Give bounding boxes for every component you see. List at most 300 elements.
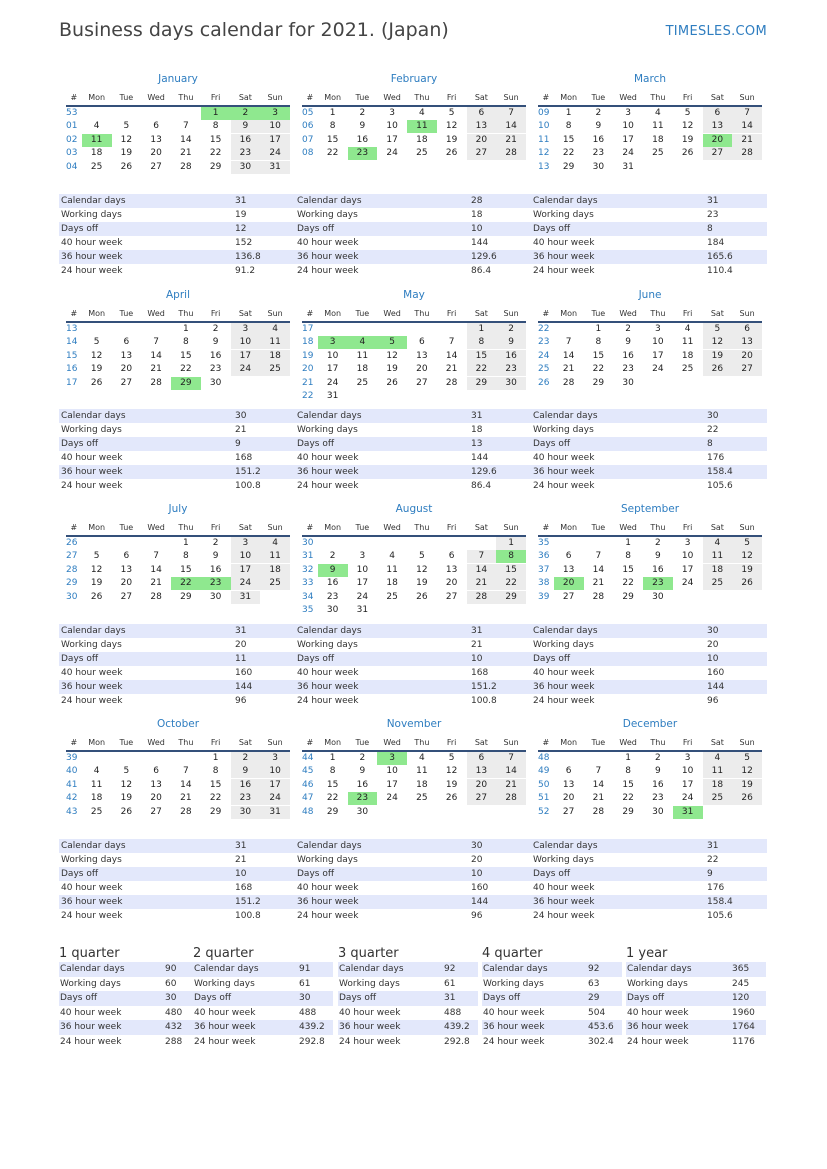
day-cell[interactable]: 16 xyxy=(231,779,261,792)
day-cell[interactable]: 1 xyxy=(496,537,526,550)
day-cell[interactable]: 8 xyxy=(625,766,631,777)
day-cell[interactable]: 19 xyxy=(90,578,103,589)
day-cell[interactable]: 17 xyxy=(326,364,339,375)
day-cell[interactable]: 18 xyxy=(681,350,694,361)
day-cell[interactable]: 27 xyxy=(703,147,733,160)
day-cell[interactable]: 1 xyxy=(201,107,231,120)
day-cell[interactable]: 18 xyxy=(386,578,398,589)
day-cell[interactable]: 31 xyxy=(673,806,703,819)
day-cell[interactable]: 21 xyxy=(467,577,497,590)
day-cell[interactable]: 21 xyxy=(732,134,762,147)
day-cell[interactable]: 7 xyxy=(153,337,159,348)
day-cell[interactable]: 28 xyxy=(592,591,605,602)
day-cell[interactable]: 2 xyxy=(595,107,602,118)
day-cell[interactable]: 16 xyxy=(622,350,634,361)
day-cell[interactable]: 9 xyxy=(231,765,261,778)
day-cell[interactable]: 15 xyxy=(326,134,339,145)
day-cell[interactable]: 20 xyxy=(150,148,162,159)
day-cell[interactable]: 28 xyxy=(445,377,458,388)
day-cell[interactable]: 6 xyxy=(732,323,762,336)
day-cell[interactable]: 14 xyxy=(496,765,526,778)
day-cell[interactable]: 21 xyxy=(150,578,162,589)
day-cell[interactable]: 28 xyxy=(150,377,162,388)
day-cell[interactable]: 25 xyxy=(90,161,103,172)
day-cell[interactable]: 15 xyxy=(180,564,192,575)
day-cell[interactable]: 4 xyxy=(348,336,378,349)
day-cell[interactable]: 27 xyxy=(416,377,428,388)
day-cell[interactable]: 21 xyxy=(496,779,526,792)
day-cell[interactable]: 13 xyxy=(467,120,497,133)
day-cell[interactable]: 21 xyxy=(180,793,192,804)
day-cell[interactable]: 23 xyxy=(652,793,664,804)
day-cell[interactable]: 7 xyxy=(732,107,762,120)
day-cell[interactable]: 5 xyxy=(448,107,455,118)
day-cell[interactable]: 5 xyxy=(684,107,691,118)
day-cell[interactable]: 8 xyxy=(183,337,189,348)
day-cell[interactable]: 12 xyxy=(90,564,103,575)
day-cell[interactable]: 20 xyxy=(703,134,733,147)
day-cell[interactable]: 25 xyxy=(260,577,290,590)
day-cell[interactable]: 30 xyxy=(356,806,369,817)
day-cell[interactable]: 10 xyxy=(231,550,261,563)
day-cell[interactable]: 14 xyxy=(732,120,762,133)
day-cell[interactable]: 11 xyxy=(356,350,369,361)
day-cell[interactable]: 5 xyxy=(123,766,130,777)
day-cell[interactable]: 1 xyxy=(329,752,336,763)
day-cell[interactable]: 25 xyxy=(703,577,733,590)
day-cell[interactable]: 27 xyxy=(562,806,575,817)
day-cell[interactable]: 30 xyxy=(326,605,339,616)
day-cell[interactable]: 27 xyxy=(120,591,133,602)
day-cell[interactable]: 8 xyxy=(212,766,219,777)
day-cell[interactable]: 8 xyxy=(329,766,336,777)
day-cell[interactable]: 14 xyxy=(562,350,575,361)
day-cell[interactable]: 26 xyxy=(681,148,694,159)
day-cell[interactable]: 20 xyxy=(562,793,575,804)
day-cell[interactable]: 8 xyxy=(467,336,497,349)
day-cell[interactable]: 15 xyxy=(209,134,222,145)
day-cell[interactable]: 9 xyxy=(655,766,661,777)
day-cell[interactable]: 7 xyxy=(183,766,189,777)
day-cell[interactable]: 14 xyxy=(180,134,192,145)
day-cell[interactable]: 28 xyxy=(562,377,575,388)
day-cell[interactable]: 5 xyxy=(703,323,733,336)
day-cell[interactable]: 7 xyxy=(595,766,602,777)
day-cell[interactable]: 31 xyxy=(622,161,634,172)
day-cell[interactable]: 24 xyxy=(260,792,290,805)
day-cell[interactable]: 7 xyxy=(496,107,526,120)
day-cell[interactable]: 19 xyxy=(90,364,103,375)
day-cell[interactable]: 26 xyxy=(386,377,398,388)
day-cell[interactable]: 26 xyxy=(703,363,733,376)
day-cell[interactable]: 26 xyxy=(445,148,458,159)
day-cell[interactable]: 10 xyxy=(260,120,290,133)
day-cell[interactable]: 16 xyxy=(652,779,664,790)
day-cell[interactable]: 8 xyxy=(212,121,219,132)
day-cell[interactable]: 26 xyxy=(120,161,133,172)
day-cell[interactable]: 29 xyxy=(592,377,605,388)
day-cell[interactable]: 10 xyxy=(260,765,290,778)
day-cell[interactable]: 1 xyxy=(183,537,189,548)
day-cell[interactable]: 27 xyxy=(562,591,575,602)
day-cell[interactable]: 23 xyxy=(348,147,378,160)
day-cell[interactable]: 27 xyxy=(445,591,458,602)
day-cell[interactable]: 2 xyxy=(231,107,261,120)
day-cell[interactable]: 22 xyxy=(592,364,605,375)
day-cell[interactable]: 11 xyxy=(681,337,694,348)
day-cell[interactable]: 15 xyxy=(496,564,526,577)
day-cell[interactable]: 15 xyxy=(180,350,192,361)
day-cell[interactable]: 30 xyxy=(231,161,261,174)
day-cell[interactable]: 9 xyxy=(359,766,366,777)
day-cell[interactable]: 16 xyxy=(231,134,261,147)
day-cell[interactable]: 6 xyxy=(123,551,130,562)
day-cell[interactable]: 24 xyxy=(681,793,694,804)
day-cell[interactable]: 1 xyxy=(625,537,631,548)
day-cell[interactable]: 10 xyxy=(231,336,261,349)
day-cell[interactable]: 25 xyxy=(356,377,369,388)
day-cell[interactable]: 16 xyxy=(209,564,222,575)
day-cell[interactable]: 14 xyxy=(592,779,605,790)
day-cell[interactable]: 22 xyxy=(180,364,192,375)
day-cell[interactable]: 13 xyxy=(703,120,733,133)
day-cell[interactable]: 12 xyxy=(416,564,428,575)
day-cell[interactable]: 14 xyxy=(592,564,605,575)
day-cell[interactable]: 28 xyxy=(496,147,526,160)
day-cell[interactable]: 15 xyxy=(326,779,339,790)
day-cell[interactable]: 30 xyxy=(496,377,526,390)
day-cell[interactable]: 16 xyxy=(209,350,222,361)
day-cell[interactable]: 20 xyxy=(732,350,762,363)
day-cell[interactable]: 12 xyxy=(386,350,398,361)
day-cell[interactable]: 1 xyxy=(565,107,572,118)
day-cell[interactable]: 21 xyxy=(592,793,605,804)
day-cell[interactable]: 8 xyxy=(496,550,526,563)
day-cell[interactable]: 6 xyxy=(448,551,455,562)
day-cell[interactable]: 22 xyxy=(171,577,201,590)
day-cell[interactable]: 22 xyxy=(326,148,339,159)
day-cell[interactable]: 29 xyxy=(467,377,497,390)
day-cell[interactable]: 13 xyxy=(732,336,762,349)
day-cell[interactable]: 25 xyxy=(681,364,694,375)
day-cell[interactable]: 30 xyxy=(209,591,222,602)
day-cell[interactable]: 18 xyxy=(260,564,290,577)
day-cell[interactable]: 31 xyxy=(326,391,339,402)
day-cell[interactable]: 25 xyxy=(386,591,398,602)
day-cell[interactable]: 13 xyxy=(120,350,133,361)
day-cell[interactable]: 5 xyxy=(732,752,762,765)
day-cell[interactable]: 4 xyxy=(684,323,691,334)
day-cell[interactable]: 13 xyxy=(445,564,458,575)
day-cell[interactable]: 24 xyxy=(231,577,261,590)
day-cell[interactable]: 23 xyxy=(231,792,261,805)
day-cell[interactable]: 30 xyxy=(652,591,664,602)
day-cell[interactable]: 10 xyxy=(386,121,398,132)
day-cell[interactable]: 2 xyxy=(655,537,661,548)
day-cell[interactable]: 24 xyxy=(231,363,261,376)
day-cell[interactable]: 30 xyxy=(592,161,605,172)
day-cell[interactable]: 9 xyxy=(359,121,366,132)
day-cell[interactable]: 12 xyxy=(681,121,694,132)
day-cell[interactable]: 17 xyxy=(231,564,261,577)
day-cell[interactable]: 3 xyxy=(260,107,290,120)
day-cell[interactable]: 14 xyxy=(150,350,162,361)
day-cell[interactable]: 26 xyxy=(90,377,103,388)
day-cell[interactable]: 2 xyxy=(212,537,219,548)
day-cell[interactable]: 25 xyxy=(416,148,428,159)
day-cell[interactable]: 5 xyxy=(377,336,407,349)
day-cell[interactable]: 21 xyxy=(496,134,526,147)
day-cell[interactable]: 25 xyxy=(260,363,290,376)
day-cell[interactable]: 20 xyxy=(120,578,133,589)
day-cell[interactable]: 23 xyxy=(201,577,231,590)
day-cell[interactable]: 3 xyxy=(359,551,366,562)
day-cell[interactable]: 15 xyxy=(622,564,634,575)
day-cell[interactable]: 21 xyxy=(445,364,458,375)
day-cell[interactable]: 26 xyxy=(120,806,133,817)
day-cell[interactable]: 24 xyxy=(326,377,339,388)
day-cell[interactable]: 9 xyxy=(496,336,526,349)
day-cell[interactable]: 11 xyxy=(260,550,290,563)
day-cell[interactable]: 18 xyxy=(416,134,428,145)
day-cell[interactable]: 19 xyxy=(416,578,428,589)
day-cell[interactable]: 27 xyxy=(467,147,497,160)
day-cell[interactable]: 17 xyxy=(356,578,369,589)
day-cell[interactable]: 17 xyxy=(260,134,290,147)
day-cell[interactable]: 6 xyxy=(565,551,572,562)
day-cell[interactable]: 15 xyxy=(622,779,634,790)
day-cell[interactable]: 9 xyxy=(655,551,661,562)
day-cell[interactable]: 3 xyxy=(655,323,661,334)
day-cell[interactable]: 29 xyxy=(326,806,339,817)
day-cell[interactable]: 28 xyxy=(592,806,605,817)
day-cell[interactable]: 13 xyxy=(150,134,162,145)
day-cell[interactable]: 1 xyxy=(329,107,336,118)
day-cell[interactable]: 27 xyxy=(467,792,497,805)
brand-link[interactable]: TIMESLES.COM xyxy=(665,24,767,39)
day-cell[interactable]: 24 xyxy=(681,578,694,589)
day-cell[interactable]: 28 xyxy=(467,591,497,604)
day-cell[interactable]: 4 xyxy=(93,121,100,132)
day-cell[interactable]: 26 xyxy=(732,792,762,805)
day-cell[interactable]: 7 xyxy=(467,550,497,563)
day-cell[interactable]: 23 xyxy=(209,364,222,375)
day-cell[interactable]: 27 xyxy=(732,363,762,376)
day-cell[interactable]: 9 xyxy=(212,337,219,348)
day-cell[interactable]: 31 xyxy=(260,161,290,174)
day-cell[interactable]: 6 xyxy=(703,107,733,120)
day-cell[interactable]: 16 xyxy=(356,134,369,145)
day-cell[interactable]: 6 xyxy=(467,752,497,765)
day-cell[interactable]: 29 xyxy=(562,161,575,172)
day-cell[interactable]: 16 xyxy=(356,779,369,790)
day-cell[interactable]: 13 xyxy=(562,779,575,790)
day-cell[interactable]: 2 xyxy=(655,752,661,763)
day-cell[interactable]: 9 xyxy=(212,551,219,562)
day-cell[interactable]: 28 xyxy=(496,792,526,805)
day-cell[interactable]: 19 xyxy=(120,793,133,804)
day-cell[interactable]: 1 xyxy=(183,323,189,334)
day-cell[interactable]: 3 xyxy=(625,107,631,118)
day-cell[interactable]: 14 xyxy=(445,350,458,361)
day-cell[interactable]: 18 xyxy=(703,564,733,577)
day-cell[interactable]: 19 xyxy=(445,134,458,145)
day-cell[interactable]: 20 xyxy=(467,134,497,147)
day-cell[interactable]: 13 xyxy=(562,564,575,575)
day-cell[interactable]: 6 xyxy=(467,107,497,120)
day-cell[interactable]: 29 xyxy=(496,591,526,604)
day-cell[interactable]: 3 xyxy=(318,336,348,349)
day-cell[interactable]: 31 xyxy=(260,806,290,819)
day-cell[interactable]: 11 xyxy=(260,336,290,349)
day-cell[interactable]: 24 xyxy=(356,591,369,602)
day-cell[interactable]: 2 xyxy=(231,752,261,765)
day-cell[interactable]: 13 xyxy=(467,765,497,778)
day-cell[interactable]: 25 xyxy=(703,792,733,805)
day-cell[interactable]: 21 xyxy=(562,364,575,375)
day-cell[interactable]: 25 xyxy=(416,793,428,804)
day-cell[interactable]: 3 xyxy=(231,537,261,550)
day-cell[interactable]: 10 xyxy=(652,337,664,348)
day-cell[interactable]: 11 xyxy=(652,121,664,132)
day-cell[interactable]: 19 xyxy=(120,148,133,159)
day-cell[interactable]: 4 xyxy=(703,537,733,550)
day-cell[interactable]: 19 xyxy=(703,350,733,363)
day-cell[interactable]: 17 xyxy=(652,350,664,361)
day-cell[interactable]: 19 xyxy=(681,134,694,145)
day-cell[interactable]: 3 xyxy=(377,752,407,765)
day-cell[interactable]: 12 xyxy=(120,779,133,790)
day-cell[interactable]: 22 xyxy=(496,577,526,590)
day-cell[interactable]: 23 xyxy=(622,364,634,375)
day-cell[interactable]: 20 xyxy=(150,793,162,804)
day-cell[interactable]: 11 xyxy=(416,766,428,777)
day-cell[interactable]: 13 xyxy=(120,564,133,575)
day-cell[interactable]: 12 xyxy=(732,550,762,563)
day-cell[interactable]: 17 xyxy=(231,350,261,363)
day-cell[interactable]: 10 xyxy=(622,121,634,132)
day-cell[interactable]: 15 xyxy=(562,134,575,145)
day-cell[interactable]: 2 xyxy=(329,551,336,562)
day-cell[interactable]: 29 xyxy=(180,591,192,602)
day-cell[interactable]: 23 xyxy=(348,792,378,805)
day-cell[interactable]: 17 xyxy=(622,134,634,145)
day-cell[interactable]: 21 xyxy=(180,148,192,159)
day-cell[interactable]: 9 xyxy=(231,120,261,133)
day-cell[interactable]: 26 xyxy=(90,591,103,602)
day-cell[interactable]: 15 xyxy=(467,350,497,363)
day-cell[interactable]: 6 xyxy=(153,121,159,132)
day-cell[interactable]: 28 xyxy=(180,161,192,172)
day-cell[interactable]: 28 xyxy=(732,147,762,160)
day-cell[interactable]: 18 xyxy=(416,779,428,790)
day-cell[interactable]: 4 xyxy=(260,323,290,336)
day-cell[interactable]: 13 xyxy=(416,350,428,361)
day-cell[interactable]: 30 xyxy=(622,377,634,388)
day-cell[interactable]: 23 xyxy=(592,148,605,159)
day-cell[interactable]: 3 xyxy=(684,752,691,763)
day-cell[interactable]: 9 xyxy=(318,564,348,577)
day-cell[interactable]: 29 xyxy=(622,591,634,602)
day-cell[interactable]: 9 xyxy=(595,121,602,132)
day-cell[interactable]: 10 xyxy=(356,564,369,575)
day-cell[interactable]: 24 xyxy=(622,148,634,159)
day-cell[interactable]: 5 xyxy=(448,752,455,763)
day-cell[interactable]: 22 xyxy=(622,793,634,804)
day-cell[interactable]: 14 xyxy=(496,120,526,133)
day-cell[interactable]: 7 xyxy=(565,337,572,348)
day-cell[interactable]: 2 xyxy=(359,752,366,763)
day-cell[interactable]: 4 xyxy=(419,752,425,763)
day-cell[interactable]: 21 xyxy=(150,364,162,375)
day-cell[interactable]: 27 xyxy=(150,806,162,817)
day-cell[interactable]: 10 xyxy=(681,766,694,777)
day-cell[interactable]: 7 xyxy=(183,121,189,132)
day-cell[interactable]: 15 xyxy=(592,350,605,361)
day-cell[interactable]: 1 xyxy=(467,323,497,336)
day-cell[interactable]: 4 xyxy=(389,551,395,562)
day-cell[interactable]: 23 xyxy=(496,363,526,376)
day-cell[interactable]: 29 xyxy=(622,806,634,817)
day-cell[interactable]: 20 xyxy=(416,364,428,375)
day-cell[interactable]: 19 xyxy=(386,364,398,375)
day-cell[interactable]: 12 xyxy=(120,134,133,145)
day-cell[interactable]: 2 xyxy=(496,323,526,336)
day-cell[interactable]: 14 xyxy=(180,779,192,790)
day-cell[interactable]: 12 xyxy=(732,765,762,778)
day-cell[interactable]: 25 xyxy=(90,806,103,817)
day-cell[interactable]: 5 xyxy=(93,551,100,562)
day-cell[interactable]: 19 xyxy=(732,564,762,577)
day-cell[interactable]: 2 xyxy=(212,323,219,334)
day-cell[interactable]: 22 xyxy=(562,148,575,159)
day-cell[interactable]: 22 xyxy=(209,148,222,159)
day-cell[interactable]: 28 xyxy=(150,591,162,602)
day-cell[interactable]: 7 xyxy=(448,337,455,348)
day-cell[interactable]: 6 xyxy=(419,337,425,348)
day-cell[interactable]: 30 xyxy=(209,377,222,388)
day-cell[interactable]: 4 xyxy=(419,107,425,118)
day-cell[interactable]: 3 xyxy=(684,537,691,548)
day-cell[interactable]: 24 xyxy=(652,364,664,375)
day-cell[interactable]: 11 xyxy=(407,120,437,133)
day-cell[interactable]: 9 xyxy=(625,337,631,348)
day-cell[interactable]: 4 xyxy=(655,107,661,118)
day-cell[interactable]: 26 xyxy=(732,577,762,590)
day-cell[interactable]: 22 xyxy=(326,793,339,804)
day-cell[interactable]: 10 xyxy=(681,551,694,562)
day-cell[interactable]: 23 xyxy=(643,577,673,590)
day-cell[interactable]: 20 xyxy=(467,779,497,792)
day-cell[interactable]: 4 xyxy=(703,752,733,765)
day-cell[interactable]: 17 xyxy=(681,779,694,790)
day-cell[interactable]: 23 xyxy=(326,591,339,602)
day-cell[interactable]: 31 xyxy=(356,605,369,616)
day-cell[interactable]: 12 xyxy=(445,121,458,132)
day-cell[interactable]: 11 xyxy=(703,550,733,563)
day-cell[interactable]: 24 xyxy=(386,148,398,159)
day-cell[interactable]: 24 xyxy=(260,147,290,160)
day-cell[interactable]: 22 xyxy=(209,793,222,804)
day-cell[interactable]: 14 xyxy=(467,564,497,577)
day-cell[interactable]: 16 xyxy=(326,578,339,589)
day-cell[interactable]: 26 xyxy=(445,793,458,804)
day-cell[interactable]: 29 xyxy=(209,806,222,817)
day-cell[interactable]: 1 xyxy=(212,752,219,763)
day-cell[interactable]: 2 xyxy=(359,107,366,118)
day-cell[interactable]: 8 xyxy=(329,121,336,132)
day-cell[interactable]: 11 xyxy=(703,765,733,778)
